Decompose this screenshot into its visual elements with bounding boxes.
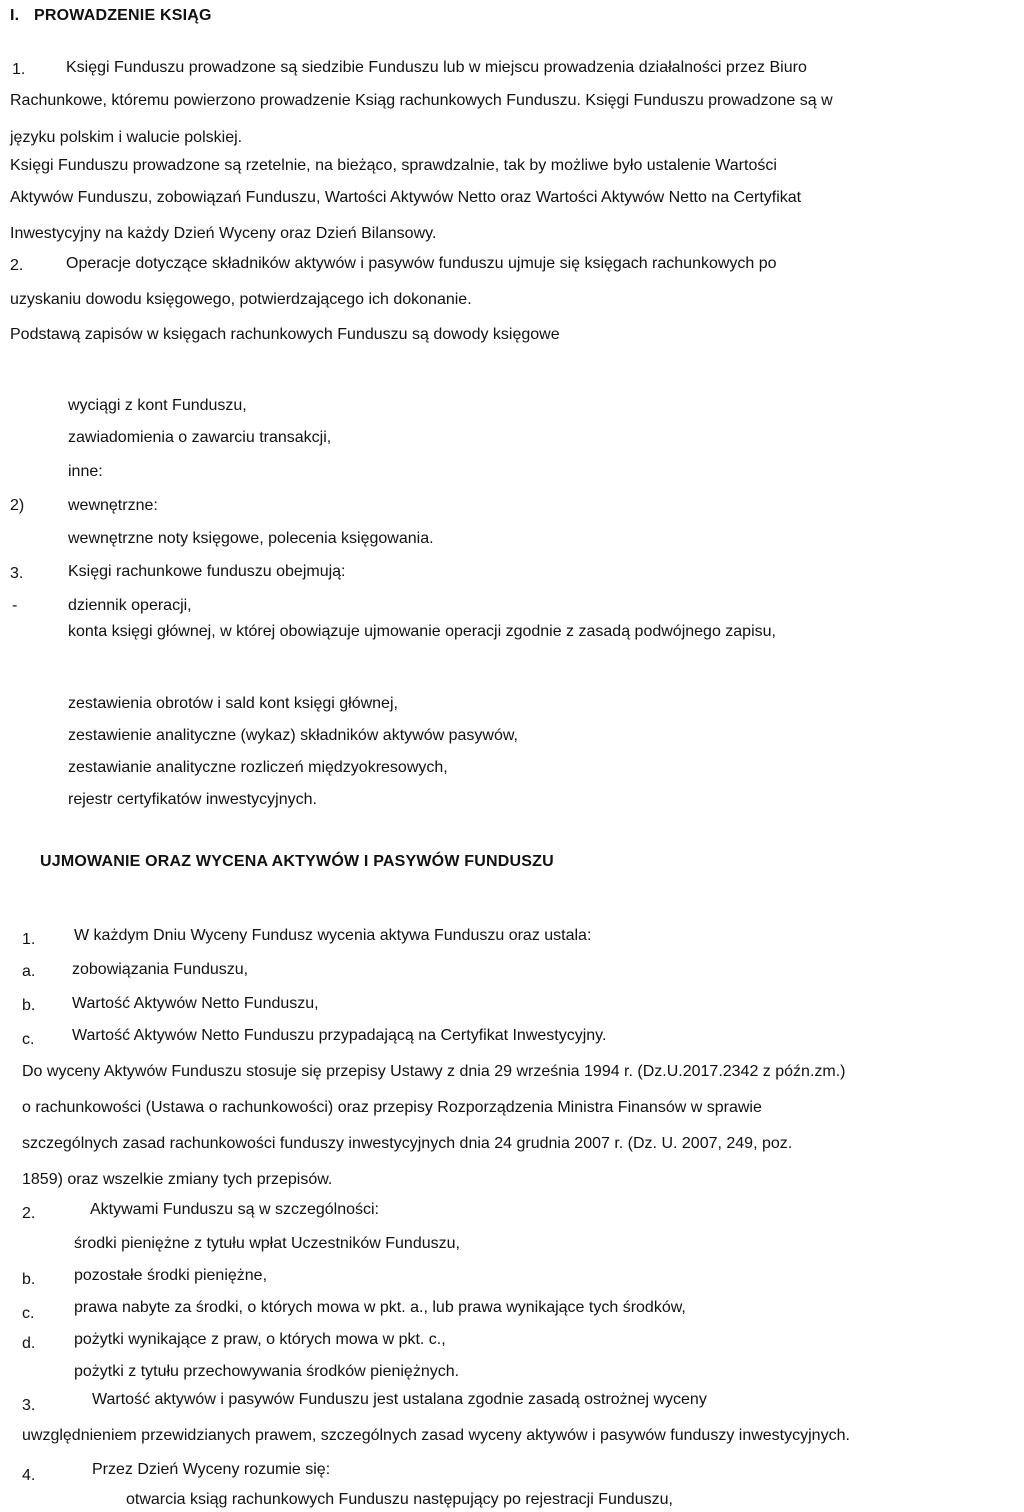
section-number: I. xyxy=(10,7,20,24)
list-letter: b. xyxy=(22,997,36,1014)
list-item: konta księgi głównej, w której obowiązuje ujmowanie operacji zgodnie z zasadą podwójnego zapisu, xyxy=(68,623,776,640)
list-item: środki pieniężne z tytułu wpłat Uczestników Funduszu, xyxy=(74,1235,460,1252)
paragraph-number: 3. xyxy=(10,565,24,582)
paragraph-text: Aktywami Funduszu są w szczególności: xyxy=(90,1201,379,1218)
list-item: rejestr certyfikatów inwestycyjnych. xyxy=(68,791,317,808)
list-label: wewnętrzne: xyxy=(68,497,158,514)
paragraph-text: Księgi Funduszu prowadzone są siedzibie Funduszu lub w miejscu prowadzenia działalności przez Biuro xyxy=(66,59,807,76)
paragraph-text: szczególnych zasad rachunkowości funduszy inwestycyjnych dnia 24 grudnia 2007 r. (Dz. U. 2007, 249, poz. xyxy=(22,1135,793,1152)
paragraph-text: Przez Dzień Wyceny rozumie się: xyxy=(92,1461,331,1478)
paragraph-text: 1859) oraz wszelkie zmiany tych przepisów. xyxy=(22,1171,333,1188)
paragraph-number: 3. xyxy=(22,1397,36,1414)
list-item: Wartość Aktywów Netto Funduszu, xyxy=(72,995,319,1012)
paragraph-text: uzyskaniu dowodu księgowego, potwierdzającego ich dokonanie. xyxy=(10,291,472,308)
paragraph-text: o rachunkowości (Ustawa o rachunkowości) oraz przepisy Rozporządzenia Ministra Finansów w sprawie xyxy=(22,1099,762,1116)
dash-marker: - xyxy=(12,597,18,614)
paragraph-text: Podstawą zapisów w księgach rachunkowych Funduszu są dowody księgowe xyxy=(10,326,560,343)
list-item: pożytki wynikające z praw, o których mowa w pkt. c., xyxy=(74,1331,446,1348)
list-item: Wartość Aktywów Netto Funduszu przypadającą na Certyfikat Inwestycyjny. xyxy=(72,1027,607,1044)
list-item: zobowiązania Funduszu, xyxy=(72,961,249,978)
list-item: prawa nabyte za środki, o których mowa w pkt. a., lub prawa wynikające tych środków, xyxy=(74,1299,686,1316)
list-item: pożytki z tytułu przechowywania środków pieniężnych. xyxy=(74,1363,460,1380)
paragraph-text xyxy=(10,156,1006,175)
paragraph-number: 4. xyxy=(22,1467,36,1484)
list-letter: a. xyxy=(22,963,36,980)
paragraph-text: Księgi rachunkowe funduszu obejmują: xyxy=(68,563,346,580)
list-letter: b. xyxy=(22,1271,36,1288)
paragraph-text: języku polskim i walucie polskiej. xyxy=(10,129,243,146)
justified-line: Księgi Funduszu prowadzone są rzetelnie, na bieżąco, sprawdzalnie, tak by możliwe było ustalenie Wartości xyxy=(10,157,777,174)
paragraph-number: 2. xyxy=(10,257,24,274)
paragraph-text: uwzględnieniem przewidzianych prawem, szczególnych zasad wyceny aktywów i pasywów funduszy inwestycyjnych. xyxy=(22,1427,850,1444)
list-letter: c. xyxy=(22,1305,35,1322)
paragraph-number: 1. xyxy=(12,61,26,78)
list-letter: c. xyxy=(22,1031,35,1048)
paragraph-text: Aktywów Funduszu, zobowiązań Funduszu, Wartości Aktywów Netto oraz Wartości Aktywów Netto na Certyfikat xyxy=(10,189,802,206)
list-item: dziennik operacji, xyxy=(68,597,192,614)
paragraph-number: 2. xyxy=(22,1205,36,1222)
paragraph-text: Wartość aktywów i pasywów Funduszu jest ustalana zgodnie zasadą ostrożnej wyceny xyxy=(92,1391,707,1408)
list-item: zestawienia obrotów i sald kont księgi głównej, xyxy=(68,695,398,712)
paragraph-text: Do wyceny Aktywów Funduszu stosuje się przepisy Ustawy z dnia 29 września 1994 r. (Dz.U.2017.2342 z późn.zm.) xyxy=(22,1063,846,1080)
list-item: wyciągi z kont Funduszu, xyxy=(68,397,247,414)
section-title: PROWADZENIE KSIĄG xyxy=(34,7,212,24)
list-item: zawiadomienia o zawarciu transakcji, xyxy=(68,429,332,446)
list-item: inne: xyxy=(68,463,103,480)
list-item: zestawienie analityczne (wykaz) składników aktywów pasywów, xyxy=(68,727,518,744)
list-number: 2) xyxy=(10,497,25,514)
list-item: wewnętrzne noty księgowe, polecenia księgowania. xyxy=(68,530,434,547)
paragraph-text: W każdym Dniu Wyceny Fundusz wycenia aktywa Funduszu oraz ustala: xyxy=(74,927,592,944)
paragraph-text: Rachunkowe, któremu powierzono prowadzenie Ksiąg rachunkowych Funduszu. Księgi Funduszu prowadzone są w xyxy=(10,92,833,109)
list-item: otwarcia ksiąg rachunkowych Funduszu następujący po rejestracji Funduszu, xyxy=(126,1491,673,1508)
list-item: pozostałe środki pieniężne, xyxy=(74,1267,268,1284)
paragraph-text: Inwestycyjny na każdy Dzień Wyceny oraz Dzień Bilansowy. xyxy=(10,225,437,242)
list-item: zestawianie analityczne rozliczeń międzyokresowych, xyxy=(68,759,448,776)
list-letter: d. xyxy=(22,1335,36,1352)
paragraph-text: Operacje dotyczące składników aktywów i pasywów funduszu ujmuje się księgach rachunkowych po xyxy=(66,255,777,272)
paragraph-number: 1. xyxy=(22,931,36,948)
section-title: UJMOWANIE ORAZ WYCENA AKTYWÓW I PASYWÓW FUNDUSZU xyxy=(40,853,554,870)
